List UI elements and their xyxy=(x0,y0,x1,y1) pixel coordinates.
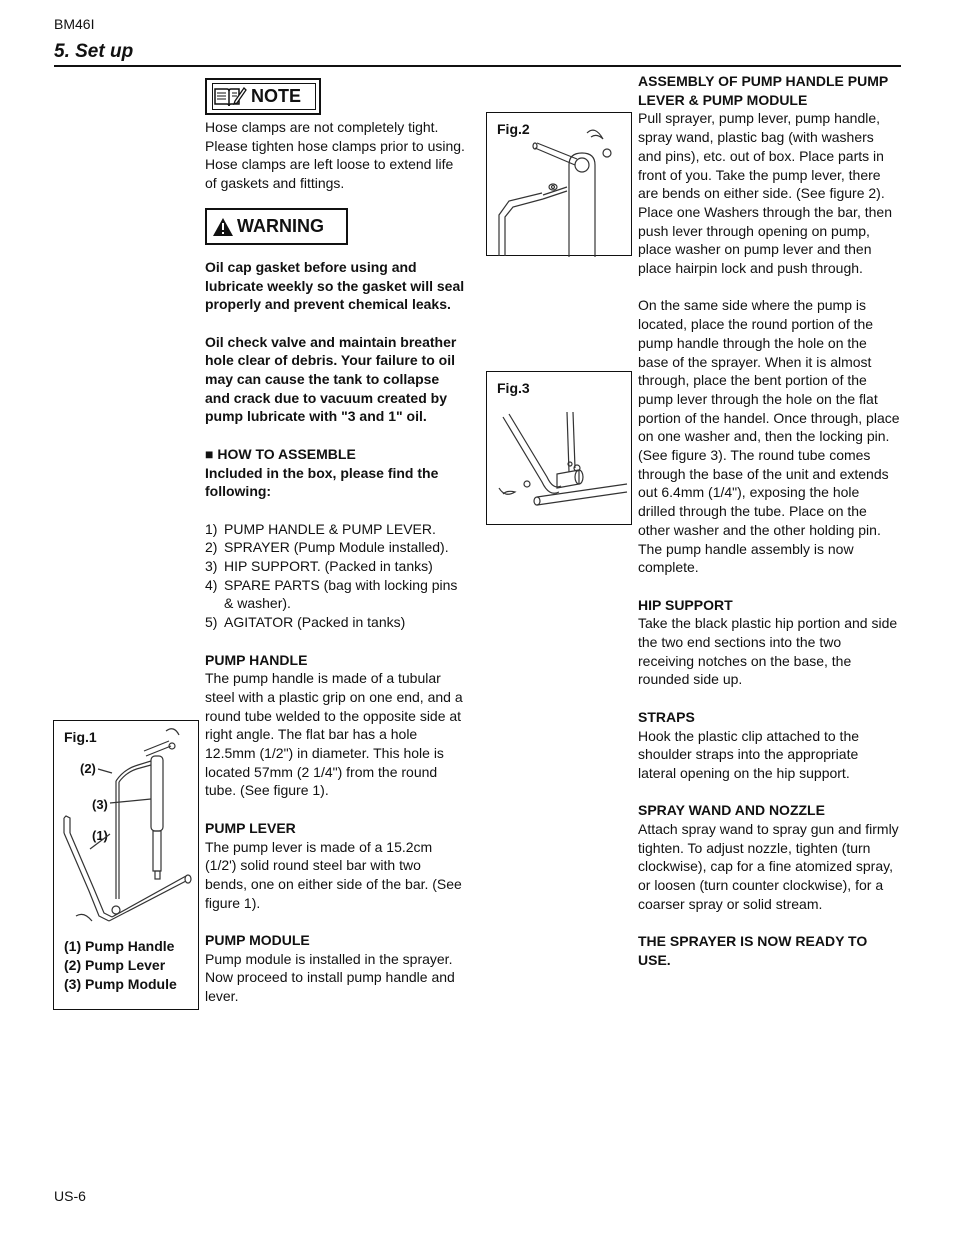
lever-attach-drawing xyxy=(487,113,633,257)
pump-handle-line: steel with a plastic grip on one end, and a xyxy=(205,688,463,705)
figure-1 xyxy=(53,720,199,1010)
list-item: 4) SPARE PARTS (bag with locking pins & washer). xyxy=(205,576,458,612)
assembly-heading: ASSEMBLY OF PUMP HANDLE PUMP xyxy=(638,73,889,89)
note-badge xyxy=(205,78,321,115)
assembly-line: pump handle through the hole on the xyxy=(638,334,867,351)
how-to-assemble-heading: ■ HOW TO ASSEMBLE xyxy=(205,445,356,462)
assembly-line: front of you. Take the pump lever, there xyxy=(638,166,881,183)
assembly-line: place washer on pump lever and then xyxy=(638,241,872,258)
pump-handle-line: 12.5mm (1/2") in diameter. This hole is xyxy=(205,745,444,762)
warning-line: properly and prevent chemical leaks. xyxy=(205,296,451,313)
warning-line: may can cause the tank to collapse xyxy=(205,371,440,388)
spray-wand-line: coarser spray or solid stream. xyxy=(638,895,823,912)
figure-label: Fig.3 xyxy=(497,380,530,396)
assembly-line: drilled through the tube. Place on the xyxy=(638,503,867,520)
section-title: 5. Set up xyxy=(54,41,134,62)
warning-line: hole clear of debris. Your failure to oil xyxy=(205,352,455,369)
ready-line: THE SPRAYER IS NOW READY TO xyxy=(638,933,868,950)
figure-legend xyxy=(64,937,177,994)
pump-lever-line: figure 1). xyxy=(205,894,261,911)
list-item: 2) SPRAYER (Pump Module installed). xyxy=(205,539,449,556)
assembly-line: (See figure 3). The round tube comes xyxy=(638,447,871,464)
pump-lever-line: The pump lever is made of a 15.2cm xyxy=(205,838,433,855)
middle-column xyxy=(205,118,467,1006)
assembly-line: push lever through opening on pump, xyxy=(638,222,870,239)
assembly-line: through the base of the unit and extends xyxy=(638,465,889,482)
assembly-line: spray wand, plastic bag (with washers xyxy=(638,129,874,146)
pump-handle-line: tube. (See figure 1). xyxy=(205,782,329,799)
list-item: 5) AGITATOR (Packed in tanks) xyxy=(205,614,406,631)
hip-support-line: the two end sections into the two xyxy=(638,634,842,651)
callout-3: (3) xyxy=(92,797,108,812)
pump-handle-line: located 57mm (2 1/4") from the round xyxy=(205,763,438,780)
right-column xyxy=(638,72,904,970)
assembly-line: out 6.4mm (1/4"), exposing the hole xyxy=(638,484,860,501)
how-to-assemble-intro: Included in the box, please find the xyxy=(205,464,439,481)
pump-lever-heading: PUMP LEVER xyxy=(205,819,296,836)
callout-1: (1) xyxy=(92,828,108,843)
pump-module-line: Pump module is installed in the sprayer. xyxy=(205,950,453,967)
how-to-assemble-intro: following: xyxy=(205,483,272,500)
ready-line: USE. xyxy=(638,951,671,968)
book-pencil-icon xyxy=(213,86,247,108)
warning-line: and crack due to vacuum created by xyxy=(205,389,447,406)
figure-label: Fig.2 xyxy=(497,121,530,137)
pump-lever-line: bends, one on either side of the bar. (See xyxy=(205,875,462,892)
header-rule xyxy=(54,65,901,67)
note-line: Please tighten hose clamps prior to using. xyxy=(205,137,465,154)
pump-module-line: lever. xyxy=(205,988,239,1005)
hip-support-heading: HIP SUPPORT xyxy=(638,596,733,613)
figure-3 xyxy=(486,371,632,525)
warning-label: WARNING xyxy=(237,216,324,236)
callout-2: (2) xyxy=(80,761,96,776)
warning-line: Oil check valve and maintain breather xyxy=(205,333,457,350)
list-item: 3) HIP SUPPORT. (Packed in tanks) xyxy=(205,558,433,575)
assembly-line: through, place the bent portion of the xyxy=(638,372,867,389)
legend-item: (2) Pump Lever xyxy=(64,957,166,973)
note-label: NOTE xyxy=(251,86,302,106)
pump-assembly-drawing xyxy=(54,721,200,936)
spray-wand-heading: SPRAY WAND AND NOZZLE xyxy=(638,802,825,819)
assembly-line: complete. xyxy=(638,559,699,576)
pump-module-heading: PUMP MODULE xyxy=(205,932,310,949)
spray-wand-line: or loosen (turn counter clockwise), for a xyxy=(638,877,884,894)
legend-item: (3) Pump Module xyxy=(64,976,177,992)
assembly-line: base of the sprayer. When it is almost xyxy=(638,353,872,370)
note-line: Hose clamps are left loose to extend life xyxy=(205,156,454,173)
warning-line: lubricate weekly so the gasket will seal xyxy=(205,277,465,294)
assembly-line: other washer and the other holding pin. xyxy=(638,521,881,538)
assembly-line: place hairpin lock and push through. xyxy=(638,260,863,277)
assembly-line: located, place the round portion of the xyxy=(638,316,874,333)
hip-support-line: receiving notches on the base, the xyxy=(638,652,852,669)
assembly-line: are bends on either side. (See figure 2). xyxy=(638,185,885,202)
figure-2 xyxy=(486,112,632,256)
legend-item: (1) Pump Handle xyxy=(64,938,175,954)
figure-label: Fig.1 xyxy=(64,729,97,745)
assembly-line: The pump handle assembly is now xyxy=(638,540,854,557)
page-number: US-6 xyxy=(54,1188,86,1204)
assembly-line: Place one Washers through the bar, then xyxy=(638,203,892,220)
straps-line: lateral opening on the hip support. xyxy=(638,764,850,781)
note-line: of gaskets and fittings. xyxy=(205,175,345,192)
spray-wand-line: Attach spray wand to spray gun and firmly xyxy=(638,821,899,838)
assembly-line: and pins), etc. out of box. Place parts in xyxy=(638,147,884,164)
hip-support-line: rounded side up. xyxy=(638,671,743,688)
pump-handle-line: right angle. The flat bar has a hole xyxy=(205,726,418,743)
assembly-line: portion of the handel. Once through, place xyxy=(638,409,900,426)
assembly-line: on one washer and, then the locking pin. xyxy=(638,428,890,445)
assembly-line: Pull sprayer, pump lever, pump handle, xyxy=(638,110,881,127)
assembly-line: pump lever through the hole on the flat xyxy=(638,390,878,407)
spray-wand-line: clockwise), cap for a fine atomized spray, xyxy=(638,858,893,875)
straps-line: Hook the plastic clip attached to the xyxy=(638,727,860,744)
list-item: 1) PUMP HANDLE & PUMP LEVER. xyxy=(205,520,436,537)
hip-support-line: Take the black plastic hip portion and side xyxy=(638,615,898,632)
straps-line: shoulder straps into the appropriate xyxy=(638,746,859,763)
model-number: BM46I xyxy=(54,16,95,32)
pump-handle-heading: PUMP HANDLE xyxy=(205,651,308,668)
pump-handle-line: round tube welded to the opposite side at xyxy=(205,707,462,724)
warning-line: Oil cap gasket before using and xyxy=(205,258,417,275)
assembly-heading: LEVER & PUMP MODULE xyxy=(638,91,808,108)
handle-attach-drawing xyxy=(487,372,633,526)
pump-lever-line: (1/2') solid round steel bar with two xyxy=(205,857,421,874)
straps-heading: STRAPS xyxy=(638,708,695,725)
spray-wand-line: tighten. To adjust nozzle, tighten (turn xyxy=(638,839,871,856)
pump-handle-line: The pump handle is made of a tubular xyxy=(205,670,441,687)
assembly-line: On the same side where the pump is xyxy=(638,297,867,314)
warning-line: pump lubricate with "3 and 1" oil. xyxy=(205,408,427,425)
note-line: Hose clamps are not completely tight. xyxy=(205,119,439,135)
pump-module-line: Now proceed to install pump handle and xyxy=(205,969,455,986)
